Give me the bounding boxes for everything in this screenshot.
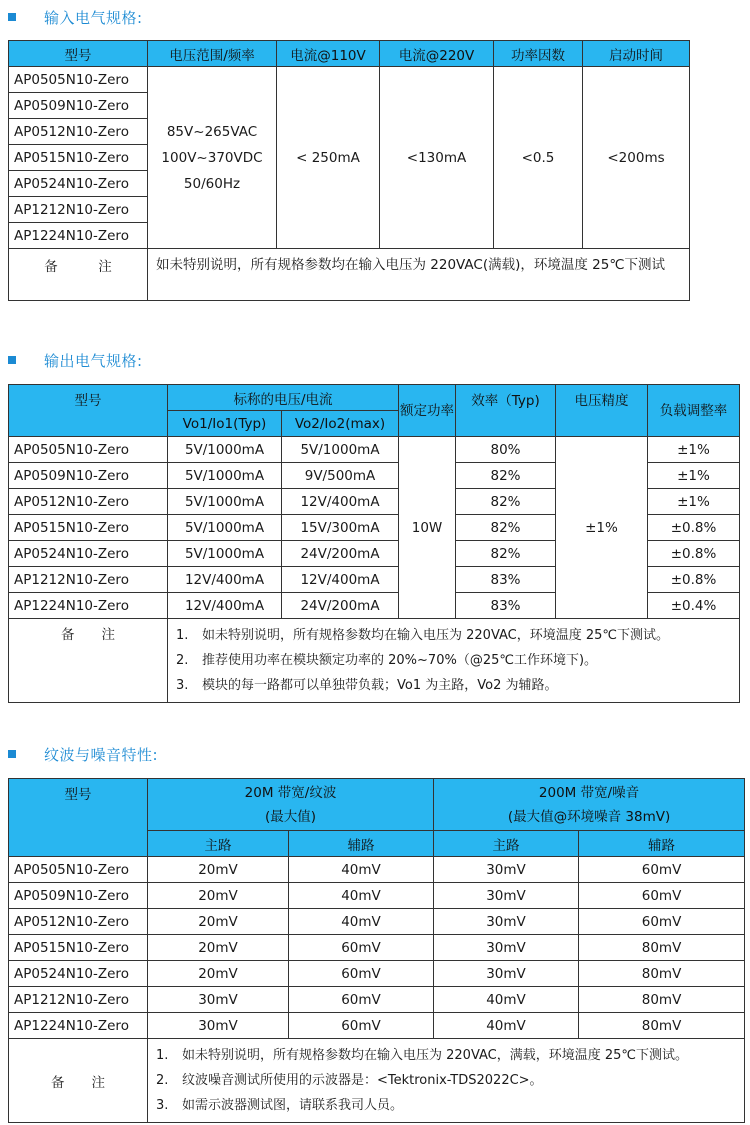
voltage-accuracy-cell: ±1% xyxy=(556,437,648,619)
model-cell: AP0509N10-Zero xyxy=(9,93,148,119)
note-line: 3. 如需示波器测试图，请联系我司人员。 xyxy=(156,1098,404,1113)
model-cell: AP1212N10-Zero xyxy=(9,987,148,1013)
note-line: 1. 如未特别说明，所有规格参数均在输入电压为 220VAC，环境温度 25℃下测试。 xyxy=(176,628,670,643)
header-ripple-aux: 辅路 xyxy=(289,831,434,857)
model-cell: AP1212N10-Zero xyxy=(9,197,148,223)
header-current-110v: 电流@110V xyxy=(277,41,380,67)
load-regulation-cell: ±0.8% xyxy=(648,541,740,567)
table-row xyxy=(9,961,745,987)
vo2-cell: 15V/300mA xyxy=(282,515,399,541)
model-cell: AP0512N10-Zero xyxy=(9,119,148,145)
notes-cell xyxy=(168,619,740,703)
ripple-aux-cell: 40mV xyxy=(289,857,434,883)
vo1-cell: 5V/1000mA xyxy=(168,489,282,515)
note-line: 2. 推荐使用功率在模块额定功率的 20%~70%（@25℃工作环境下)。 xyxy=(176,653,598,668)
noise-aux-cell: 80mV xyxy=(579,1013,745,1039)
header-rated-power: 额定功率 xyxy=(399,385,456,437)
model-cell: AP0505N10-Zero xyxy=(9,437,168,463)
header-noise xyxy=(434,779,745,831)
noise-aux-cell: 60mV xyxy=(579,909,745,935)
header-startup-time: 启动时间 xyxy=(583,41,690,67)
noise-main-cell: 30mV xyxy=(434,935,579,961)
header-noise-main: 主路 xyxy=(434,831,579,857)
ripple-main-cell: 30mV xyxy=(148,987,289,1013)
load-regulation-cell: ±1% xyxy=(648,463,740,489)
header-ripple-main: 主路 xyxy=(148,831,289,857)
efficiency-cell: 80% xyxy=(456,437,556,463)
note-text: 如未特别说明，所有规格参数均在输入电压为 220VAC(满载)，环境温度 25℃下测试 xyxy=(148,249,690,301)
vo2-cell: 24V/200mA xyxy=(282,593,399,619)
table-row xyxy=(9,857,745,883)
vo1-cell: 12V/400mA xyxy=(168,593,282,619)
ripple-aux-cell: 60mV xyxy=(289,1013,434,1039)
efficiency-cell: 82% xyxy=(456,515,556,541)
table-row xyxy=(9,935,745,961)
ripple-main-cell: 20mV xyxy=(148,857,289,883)
ripple-main-cell: 20mV xyxy=(148,909,289,935)
header-model: 型号 xyxy=(9,385,168,437)
current-220v-cell: <130mA xyxy=(380,67,494,249)
note-label: 备 注 xyxy=(9,1039,148,1123)
square-bullet-icon xyxy=(8,750,16,758)
header-noise-sub: (最大值@环境噪音 38mV) xyxy=(507,808,671,825)
header-power-factor: 功率因数 xyxy=(494,41,583,67)
noise-main-cell: 30mV xyxy=(434,961,579,987)
output-spec-table xyxy=(8,384,740,703)
model-cell: AP0512N10-Zero xyxy=(9,489,168,515)
power-factor-cell: <0.5 xyxy=(494,67,583,249)
model-cell: AP1224N10-Zero xyxy=(9,223,148,249)
note-label: 备 注 xyxy=(9,249,148,301)
table-row xyxy=(9,437,740,463)
model-cell: AP1224N10-Zero xyxy=(9,1013,148,1039)
model-cell: AP0515N10-Zero xyxy=(9,935,148,961)
header-noise-title: 200M 带宽/噪音 xyxy=(538,784,640,801)
square-bullet-icon xyxy=(8,356,16,364)
section-title-text: 输出电气规格: xyxy=(44,351,143,370)
efficiency-cell: 82% xyxy=(456,541,556,567)
vo1-cell: 5V/1000mA xyxy=(168,515,282,541)
ripple-aux-cell: 60mV xyxy=(289,987,434,1013)
current-110v-cell: < 250mA xyxy=(277,67,380,249)
note-line: 1. 如未特别说明，所有规格参数均在输入电压为 220VAC，满载，环境温度 25℃下测试。 xyxy=(156,1048,689,1063)
ripple-main-cell: 20mV xyxy=(148,935,289,961)
header-ripple-title: 20M 带宽/纹波 xyxy=(244,784,337,801)
noise-aux-cell: 80mV xyxy=(579,961,745,987)
noise-main-cell: 40mV xyxy=(434,987,579,1013)
section-title-text: 纹波与噪音特性: xyxy=(44,745,159,764)
model-cell: AP0515N10-Zero xyxy=(9,515,168,541)
vo2-cell: 12V/400mA xyxy=(282,489,399,515)
noise-aux-cell: 60mV xyxy=(579,883,745,909)
noise-main-cell: 40mV xyxy=(434,1013,579,1039)
header-ripple xyxy=(148,779,434,831)
model-cell: AP1224N10-Zero xyxy=(9,593,168,619)
section-ripple-title xyxy=(8,743,158,765)
header-voltage-accuracy: 电压精度 xyxy=(556,385,648,437)
load-regulation-cell: ±0.8% xyxy=(648,567,740,593)
header-vo1: Vo1/Io1(Typ) xyxy=(168,411,282,437)
vo2-cell: 12V/400mA xyxy=(282,567,399,593)
vo1-cell: 5V/1000mA xyxy=(168,437,282,463)
noise-main-cell: 30mV xyxy=(434,883,579,909)
section-input-title xyxy=(8,6,143,28)
ripple-aux-cell: 60mV xyxy=(289,935,434,961)
ripple-main-cell: 30mV xyxy=(148,1013,289,1039)
vo2-cell: 5V/1000mA xyxy=(282,437,399,463)
efficiency-cell: 83% xyxy=(456,567,556,593)
noise-aux-cell: 60mV xyxy=(579,857,745,883)
note-line: 2. 纹波噪音测试所使用的示波器是：<Tektronix-TDS2022C>。 xyxy=(156,1073,543,1088)
noise-main-cell: 30mV xyxy=(434,857,579,883)
model-cell: AP0505N10-Zero xyxy=(9,67,148,93)
model-cell: AP1212N10-Zero xyxy=(9,567,168,593)
section-output-title xyxy=(8,349,143,371)
header-vo2: Vo2/Io2(max) xyxy=(282,411,399,437)
header-nominal: 标称的电压/电流 xyxy=(168,385,399,411)
table-row xyxy=(9,987,745,1013)
header-ripple-sub: (最大值) xyxy=(264,808,317,825)
model-cell: AP0515N10-Zero xyxy=(9,145,148,171)
ripple-aux-cell: 40mV xyxy=(289,883,434,909)
notes-cell xyxy=(148,1039,745,1123)
table-row xyxy=(9,1013,745,1039)
input-spec-table xyxy=(8,40,690,301)
load-regulation-cell: ±1% xyxy=(648,489,740,515)
header-load-regulation: 负载调整率 xyxy=(648,385,740,437)
ripple-main-cell: 20mV xyxy=(148,961,289,987)
load-regulation-cell: ±1% xyxy=(648,437,740,463)
voltage-line: 50/60Hz xyxy=(183,175,241,192)
vo1-cell: 5V/1000mA xyxy=(168,541,282,567)
load-regulation-cell: ±0.4% xyxy=(648,593,740,619)
startup-time-cell: <200ms xyxy=(583,67,690,249)
voltage-line: 100V~370VDC xyxy=(161,149,263,166)
square-bullet-icon xyxy=(8,13,16,21)
header-model: 型号 xyxy=(9,41,148,67)
model-cell: AP0505N10-Zero xyxy=(9,857,148,883)
header-efficiency: 效率（Typ) xyxy=(456,385,556,437)
table-row xyxy=(9,909,745,935)
vo2-cell: 9V/500mA xyxy=(282,463,399,489)
note-label: 备 注 xyxy=(9,619,168,703)
noise-aux-cell: 80mV xyxy=(579,935,745,961)
header-voltage-range: 电压范围/频率 xyxy=(148,41,277,67)
model-cell: AP0509N10-Zero xyxy=(9,463,168,489)
voltage-range-cell xyxy=(148,67,277,249)
header-model: 型号 xyxy=(9,779,148,857)
voltage-line: 85V~265VAC xyxy=(166,123,258,140)
efficiency-cell: 82% xyxy=(456,463,556,489)
section-title-text: 输入电气规格: xyxy=(44,8,143,27)
noise-aux-cell: 80mV xyxy=(579,987,745,1013)
vo2-cell: 24V/200mA xyxy=(282,541,399,567)
load-regulation-cell: ±0.8% xyxy=(648,515,740,541)
header-current-220v: 电流@220V xyxy=(380,41,494,67)
noise-main-cell: 30mV xyxy=(434,909,579,935)
model-cell: AP0524N10-Zero xyxy=(9,171,148,197)
rated-power-cell: 10W xyxy=(399,437,456,619)
header-noise-aux: 辅路 xyxy=(579,831,745,857)
vo1-cell: 12V/400mA xyxy=(168,567,282,593)
model-cell: AP0512N10-Zero xyxy=(9,909,148,935)
model-cell: AP0524N10-Zero xyxy=(9,961,148,987)
note-line: 3. 模块的每一路都可以单独带负载；Vo1 为主路，Vo2 为辅路。 xyxy=(176,678,558,693)
efficiency-cell: 82% xyxy=(456,489,556,515)
ripple-aux-cell: 60mV xyxy=(289,961,434,987)
vo1-cell: 5V/1000mA xyxy=(168,463,282,489)
model-cell: AP0524N10-Zero xyxy=(9,541,168,567)
model-cell: AP0509N10-Zero xyxy=(9,883,148,909)
table-row xyxy=(9,883,745,909)
ripple-noise-table xyxy=(8,778,745,1123)
ripple-main-cell: 20mV xyxy=(148,883,289,909)
ripple-aux-cell: 40mV xyxy=(289,909,434,935)
efficiency-cell: 83% xyxy=(456,593,556,619)
